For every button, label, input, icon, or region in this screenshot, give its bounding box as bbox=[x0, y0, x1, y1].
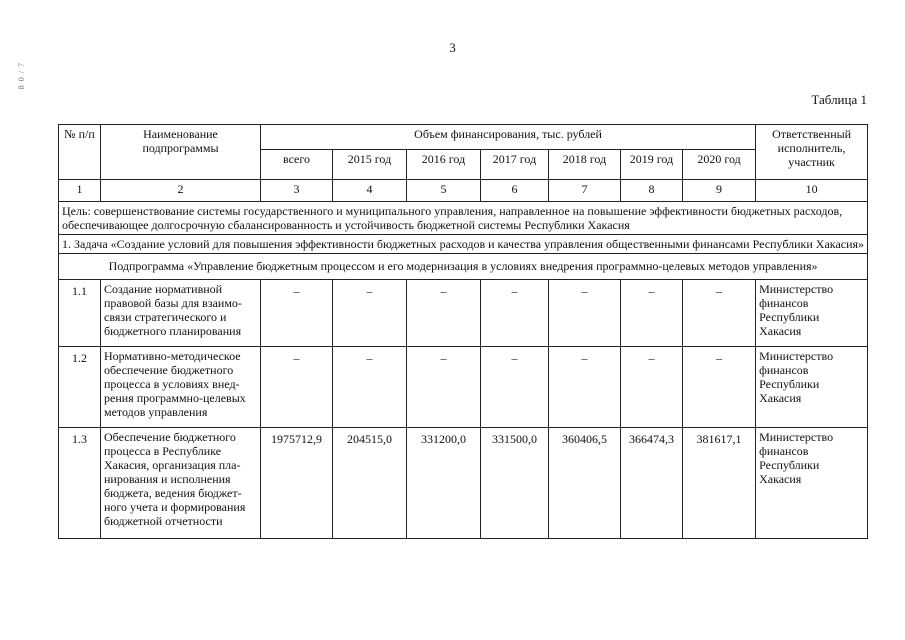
header-year-2015: 2015 год bbox=[333, 150, 407, 180]
header-year-2016: 2016 год bbox=[407, 150, 481, 180]
task-text: 1. Задача «Создание условий для повышения эффективности бюджетных расходов и качества управления общественными финансами Республики Хакасия» bbox=[59, 235, 868, 254]
header-year-2019: 2019 год bbox=[621, 150, 683, 180]
row-value-2019: – bbox=[621, 280, 683, 347]
row-value-2016: – bbox=[407, 280, 481, 347]
row-value-2019: 366474,3 bbox=[621, 428, 683, 539]
row-value-2017: – bbox=[481, 280, 549, 347]
goal-text: Цель: совершенствование системы государственного и муниципального управления, направленное на повышение эффективности бюджетных расходов, обеспечивающее долгосрочную сбалансированность и устойчивость бюджетной системы Республики Хакасия bbox=[59, 202, 868, 235]
row-name: Создание нормативной правовой базы для взаимо-связи стратегического и бюджетного планирования bbox=[101, 280, 261, 347]
row-value-2015: – bbox=[333, 280, 407, 347]
column-numbers-row bbox=[59, 180, 868, 202]
row-responsible: Министерство финансов Республики Хакасия bbox=[756, 280, 868, 347]
row-value-2018: – bbox=[549, 347, 621, 428]
col-number: 10 bbox=[756, 180, 868, 202]
col-number: 8 bbox=[621, 180, 683, 202]
col-number: 1 bbox=[59, 180, 101, 202]
row-value-2016: 331200,0 bbox=[407, 428, 481, 539]
row-value-2018: 360406,5 bbox=[549, 428, 621, 539]
table-caption: Таблица 1 bbox=[811, 92, 867, 107]
header-row-1 bbox=[59, 125, 868, 150]
row-name: Обеспечение бюджетного процесса в Республике Хакасия, организация пла-нирования и исполнения бюджета, ведения бюджет-ного учета и формирования бюджетной отчетности bbox=[101, 428, 261, 539]
col-number: 7 bbox=[549, 180, 621, 202]
goal-row bbox=[59, 202, 868, 235]
header-name: Наименование подпрограммы bbox=[101, 125, 261, 180]
header-financing: Объем финансирования, тыс. рублей bbox=[261, 125, 756, 150]
side-mark: 8 0 / 7 bbox=[17, 62, 26, 90]
table-row bbox=[59, 347, 868, 428]
row-index: 1.3 bbox=[59, 428, 101, 539]
row-value-2019: – bbox=[621, 347, 683, 428]
row-responsible: Министерство финансов Республики Хакасия bbox=[756, 347, 868, 428]
header-responsible: Ответственный исполнитель, участник bbox=[756, 125, 868, 180]
row-index: 1.2 bbox=[59, 347, 101, 428]
row-value-total: – bbox=[261, 347, 333, 428]
row-value-2018: – bbox=[549, 280, 621, 347]
col-number: 6 bbox=[481, 180, 549, 202]
row-value-total: 1975712,9 bbox=[261, 428, 333, 539]
financing-table bbox=[58, 124, 868, 539]
col-number: 9 bbox=[683, 180, 756, 202]
page-number: 3 bbox=[449, 40, 456, 55]
col-number: 5 bbox=[407, 180, 481, 202]
col-number: 2 bbox=[101, 180, 261, 202]
row-responsible: Министерство финансов Республики Хакасия bbox=[756, 428, 868, 539]
row-value-2020: 381617,1 bbox=[683, 428, 756, 539]
row-value-2020: – bbox=[683, 280, 756, 347]
header-year-2020: 2020 год bbox=[683, 150, 756, 180]
row-value-2017: 331500,0 bbox=[481, 428, 549, 539]
header-num: № п/п bbox=[59, 125, 101, 180]
header-year-2018: 2018 год bbox=[549, 150, 621, 180]
row-name: Нормативно-методическое обеспечение бюджетного процесса в условиях внед-рения программно-целевых методов управления bbox=[101, 347, 261, 428]
row-value-2015: 204515,0 bbox=[333, 428, 407, 539]
table-row bbox=[59, 280, 868, 347]
col-number: 4 bbox=[333, 180, 407, 202]
subprogram-text: Подпрограмма «Управление бюджетным процессом и его модернизация в условиях внедрения программно-целевых методов управления» bbox=[59, 254, 868, 280]
row-value-2020: – bbox=[683, 347, 756, 428]
table-row bbox=[59, 428, 868, 539]
row-index: 1.1 bbox=[59, 280, 101, 347]
subprogram-row bbox=[59, 254, 868, 280]
row-value-2015: – bbox=[333, 347, 407, 428]
header-total: всего bbox=[261, 150, 333, 180]
row-value-2016: – bbox=[407, 347, 481, 428]
row-value-total: – bbox=[261, 280, 333, 347]
task-row bbox=[59, 235, 868, 254]
row-value-2017: – bbox=[481, 347, 549, 428]
header-year-2017: 2017 год bbox=[481, 150, 549, 180]
col-number: 3 bbox=[261, 180, 333, 202]
